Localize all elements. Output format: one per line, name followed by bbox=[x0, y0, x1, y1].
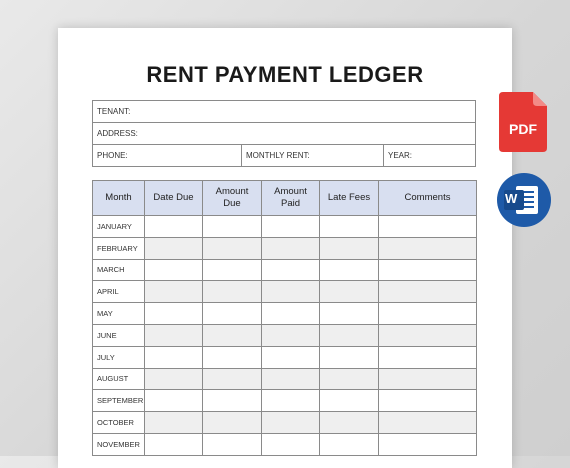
table-row bbox=[93, 281, 477, 303]
month-cell: FEBRUARY bbox=[93, 237, 145, 259]
month-cell: JANUARY bbox=[93, 216, 145, 238]
table-row bbox=[93, 412, 477, 434]
month-cell: JUNE bbox=[93, 324, 145, 346]
tenant-info-table bbox=[92, 100, 476, 167]
header-amount-due: Amount Due bbox=[203, 181, 262, 216]
header-amount-paid: Amount Paid bbox=[262, 181, 320, 216]
table-row bbox=[93, 346, 477, 368]
header-comments: Comments bbox=[379, 181, 477, 216]
header-date-due: Date Due bbox=[145, 181, 203, 216]
table-row bbox=[93, 324, 477, 346]
pdf-label: PDF bbox=[509, 121, 537, 137]
phone-field: PHONE: bbox=[93, 145, 242, 167]
month-cell: MAY bbox=[93, 303, 145, 325]
tenant-field: TENANT: bbox=[93, 101, 476, 123]
ledger-header-row bbox=[93, 181, 477, 216]
month-cell: MARCH bbox=[93, 259, 145, 281]
word-label: W bbox=[505, 191, 518, 206]
month-cell: AUGUST bbox=[93, 368, 145, 390]
table-row bbox=[93, 390, 477, 412]
payment-ledger-table bbox=[92, 180, 477, 456]
monthly-rent-field: MONTHLY RENT: bbox=[242, 145, 384, 167]
document-title: RENT PAYMENT LEDGER bbox=[146, 62, 424, 87]
month-cell: APRIL bbox=[93, 281, 145, 303]
table-row bbox=[93, 237, 477, 259]
header-month: Month bbox=[93, 181, 145, 216]
table-row bbox=[93, 216, 477, 238]
address-field: ADDRESS: bbox=[93, 123, 476, 145]
ledger-document bbox=[58, 28, 512, 468]
table-row bbox=[93, 368, 477, 390]
word-file-icon bbox=[496, 172, 552, 228]
table-row bbox=[93, 259, 477, 281]
header-late-fees: Late Fees bbox=[320, 181, 379, 216]
month-cell: NOVEMBER bbox=[93, 433, 145, 455]
month-cell: SEPTEMBER bbox=[93, 390, 145, 412]
month-cell: JULY bbox=[93, 346, 145, 368]
pdf-file-icon bbox=[499, 92, 547, 152]
table-row bbox=[93, 433, 477, 455]
month-cell: OCTOBER bbox=[93, 412, 145, 434]
table-row bbox=[93, 303, 477, 325]
year-field: YEAR: bbox=[384, 145, 476, 167]
